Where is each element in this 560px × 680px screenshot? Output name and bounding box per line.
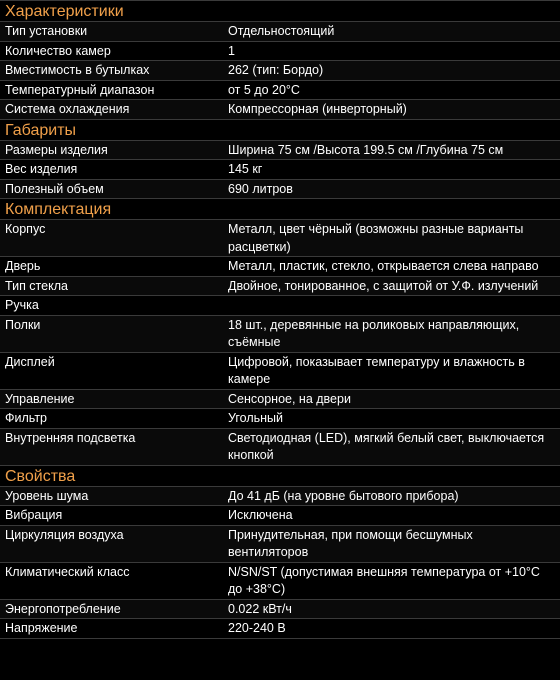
spec-key: Уровень шума [5,488,89,503]
spec-key: Корпус [5,222,46,236]
spec-row [0,619,560,639]
spec-row [0,277,560,297]
spec-value: Принудительная, при помощи бесшумных вентиляторов [228,527,473,559]
spec-value: Металл, цвет чёрный (возможны разные варианты расцветки) [228,222,524,254]
section-properties [0,487,560,639]
spec-value: Исключена [228,508,293,522]
spec-key: Вибрация [5,508,63,522]
spec-key: Тип стекла [5,278,68,293]
spec-value: от 5 до 20°С [228,82,300,97]
spec-value: Светодиодная (LED), мягкий белый свет, выключается кнопкой [228,430,545,462]
spec-value: 262 (тип: Бордо) [228,63,324,77]
spec-value: Цифровой, показывает температуру и влажность в камере [228,354,525,386]
spec-key: Энергопотребление [5,601,121,616]
spec-row [0,160,560,180]
section-title-dimensions: Габариты [0,120,560,141]
spec-value: Сенсорное, на двери [228,391,351,406]
spec-row [0,487,560,507]
section-title-equipment: Комплектация [0,199,560,220]
spec-row [0,526,560,563]
section-equipment [0,220,560,466]
spec-key: Циркуляция воздуха [5,527,124,542]
spec-value: Компрессорная (инверторный) [228,102,407,116]
spec-value: Двойное, тонированное, с защитой от У.Ф. излучений [228,278,539,293]
spec-row [0,220,560,257]
spec-key: Дверь [5,259,41,273]
spec-row [0,506,560,526]
spec-row [0,100,560,120]
spec-row [0,316,560,353]
spec-key: Вес изделия [5,162,78,176]
spec-key: Ручка [5,298,39,312]
spec-key: Система охлаждения [5,102,130,116]
spec-key: Климатический класс [5,564,130,579]
section-characteristics [0,22,560,120]
spec-value: N/SN/ST (допустимая внешняя температура от +10°С до +38°С) [228,564,540,596]
spec-row [0,180,560,200]
spec-key: Дисплей [5,354,55,369]
spec-key: Напряжение [5,621,78,635]
spec-value: 1 [228,43,235,58]
spec-value: 690 литров [228,181,293,196]
spec-value: Отдельностоящий [228,24,335,38]
spec-value [228,297,560,315]
spec-key: Температурный диапазон [5,82,155,97]
spec-row [0,81,560,101]
spec-row [0,600,560,620]
spec-value: До 41 дБ (на уровне бытового прибора) [228,488,459,503]
spec-key: Фильтр [5,411,47,425]
spec-value: 0.022 кВт/ч [228,601,292,616]
spec-key: Тип установки [5,24,88,38]
spec-key: Управление [5,391,75,406]
spec-key: Размеры изделия [5,142,108,157]
spec-value: Металл, пластик, стекло, открывается слева направо [228,259,539,273]
spec-row [0,390,560,410]
spec-row [0,296,560,316]
spec-row [0,42,560,62]
spec-row [0,429,560,466]
spec-row [0,61,560,81]
spec-key: Внутренняя подсветка [5,430,136,445]
spec-value: 18 шт., деревянные на роликовых направляющих, съёмные [228,317,520,349]
spec-row [0,353,560,390]
spec-row [0,563,560,600]
spec-key: Вместимость в бутылках [5,63,150,77]
spec-key: Количество камер [5,43,111,58]
spec-row [0,22,560,42]
spec-key: Полезный объем [5,181,104,196]
section-dimensions [0,141,560,200]
spec-value: Угольный [228,411,284,425]
spec-value: Ширина 75 см /Высота 199.5 см /Глубина 75 см [228,142,504,157]
spec-value: 145 кг [228,162,263,176]
section-title-properties: Свойства [0,466,560,487]
spec-value: 220-240 В [228,621,286,635]
spec-row [0,257,560,277]
spec-row [0,141,560,161]
section-title-characteristics: Характеристики [0,1,560,22]
spec-key: Полки [5,317,41,332]
spec-row [0,409,560,429]
